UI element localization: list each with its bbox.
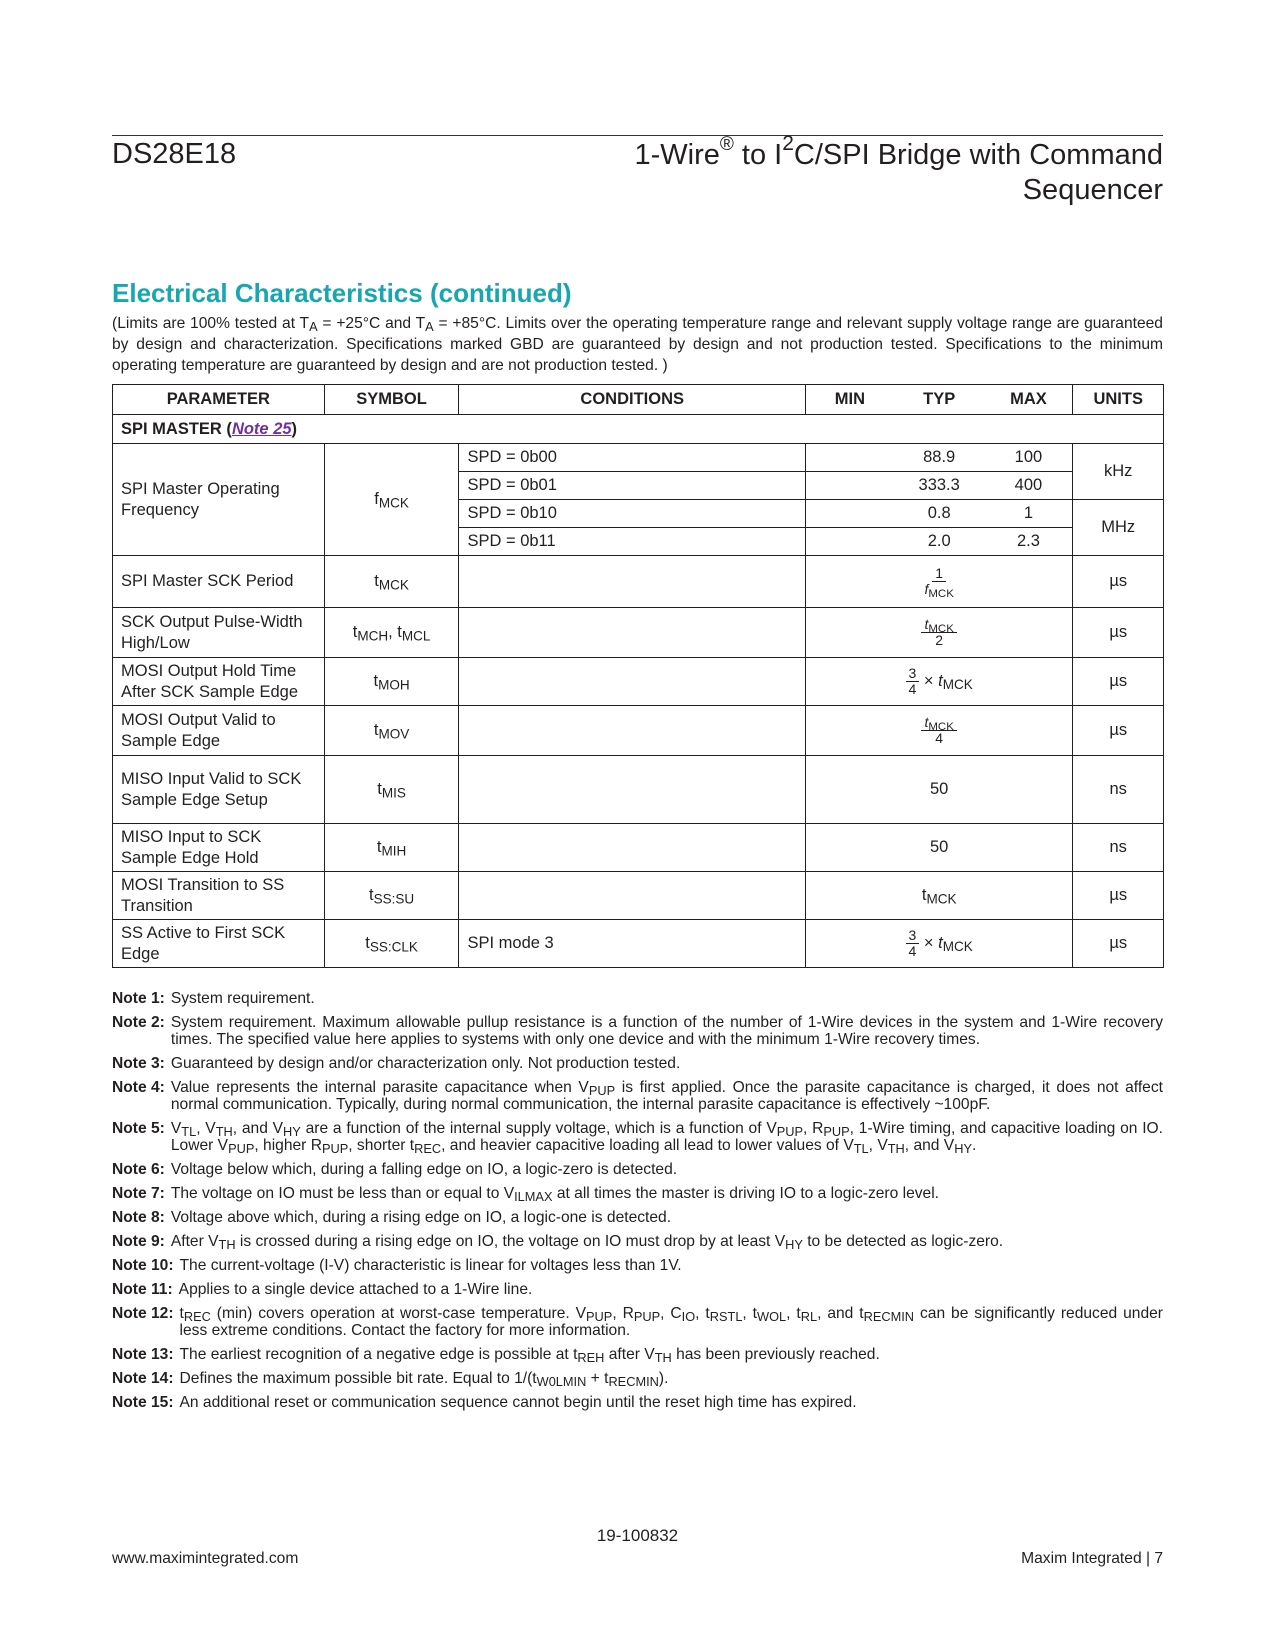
note-label: Note 2:: [112, 1014, 165, 1031]
symbol-tss-su: $t_{SS:SU}$: [324, 872, 459, 920]
table-row: [113, 872, 1164, 920]
header-min: MIN: [805, 385, 893, 415]
note-text: $V_{TL}$, $V_{TH}$, and $V_{HY}$ are a function of the internal supply voltage, which is a function of $V_{PUP}$, $R_{PUP}$, 1-Wire timing, and capacitive loading on IO. Lower $V_{PUP}$, higher $R_{PUP}$, shorter $t_{REC}$, and heavier capacitive loading all lead to lower values of $V_{TL}$, $V_{TH}$, and $V_{HY}$.: [170, 1120, 1164, 1157]
note-label: Note 3:: [112, 1055, 165, 1072]
note-item: [112, 1014, 1163, 1048]
typ-value: 2.0: [894, 528, 985, 556]
table-row: [113, 608, 1164, 658]
registered-mark: ®: [719, 134, 734, 156]
typ-value: 50: [805, 756, 1072, 824]
header-typ: TYP: [894, 385, 985, 415]
param-spi-freq: SPI Master Operating Frequency: [113, 444, 325, 556]
fraction: $\frac{t_{MCK}}{2}$: [921, 617, 956, 648]
fraction: $\frac{3}{4}$: [906, 928, 920, 959]
note-label: Note 1:: [112, 990, 165, 1007]
units: µs: [1073, 556, 1164, 608]
typ-value: 50: [805, 824, 1072, 872]
superscript-two: 2: [782, 132, 794, 156]
condition: SPI mode 3: [459, 920, 805, 968]
units-khz: kHz: [1073, 444, 1164, 500]
condition: [459, 658, 805, 706]
units: µs: [1073, 706, 1164, 756]
param-miso-hold: MISO Input to SCK Sample Edge Hold: [113, 824, 325, 872]
note-label: Note 6:: [112, 1161, 165, 1178]
note-text: The earliest recognition of a negative edge is possible at $t_{REH}$ after $V_{TH}$ has been previously reached.: [179, 1346, 880, 1366]
notes-list: [112, 990, 1163, 1418]
header-units: UNITS: [1073, 385, 1164, 415]
electrical-characteristics-table: [112, 384, 1164, 968]
note-item: [112, 1055, 1163, 1072]
condition: [459, 872, 805, 920]
header-symbol: SYMBOL: [324, 385, 459, 415]
note-text: The current-voltage (I-V) characteristic is linear for voltages less than 1V.: [179, 1257, 682, 1274]
note-label: Note 13:: [112, 1346, 174, 1363]
header-max: MAX: [984, 385, 1072, 415]
param-sck-pulse-width: SCK Output Pulse-Width High/Low: [113, 608, 325, 658]
note-label: Note 9:: [112, 1233, 165, 1250]
param-miso-setup: MISO Input Valid to SCK Sample Edge Setup: [113, 756, 325, 824]
min-value: [805, 500, 893, 528]
note-item: [112, 990, 1163, 1007]
symbol-tss-clk: $t_{SS:CLK}$: [324, 920, 459, 968]
note-label: Note 4:: [112, 1079, 165, 1096]
note-text: System requirement.: [170, 990, 315, 1007]
param-sck-period: SPI Master SCK Period: [113, 556, 325, 608]
note-item: [112, 1209, 1163, 1226]
symbol-fmck: $f_{MCK}$: [324, 444, 459, 556]
param-ss-active: SS Active to First SCK Edge: [113, 920, 325, 968]
table-row: [113, 706, 1164, 756]
typ-value: $\frac{3}{4}$ × $t_{MCK}$: [805, 920, 1072, 968]
note-text: After $V_{TH}$ is crossed during a rising edge on IO, the voltage on IO must drop by at least $V_{HY}$ to be detected as logic-zero.: [170, 1233, 1004, 1253]
note-item: [112, 1161, 1163, 1178]
max-value: 1: [984, 500, 1072, 528]
table-row: [113, 658, 1164, 706]
symbol-tmoh: $t_{MOH}$: [324, 658, 459, 706]
condition: [459, 824, 805, 872]
note-item: [112, 1185, 1163, 1205]
typ-value: 333.3: [894, 472, 985, 500]
header-rule: [112, 135, 1163, 136]
note-label: Note 5:: [112, 1120, 165, 1137]
note-text: Applies to a single device attached to a 1-Wire line.: [178, 1281, 533, 1298]
note-label: Note 7:: [112, 1185, 165, 1202]
min-value: [805, 472, 893, 500]
condition: [459, 556, 805, 608]
table-row: [113, 756, 1164, 824]
max-value: 2.3: [984, 528, 1072, 556]
note-item: [112, 1281, 1163, 1298]
param-mosi-ss: MOSI Transition to SS Transition: [113, 872, 325, 920]
note-item: [112, 1257, 1163, 1274]
note-text: An additional reset or communication sequence cannot begin until the reset high time has expired.: [179, 1394, 857, 1411]
condition: SPD = 0b00: [459, 444, 805, 472]
condition: SPD = 0b11: [459, 528, 805, 556]
note-label: Note 10:: [112, 1257, 174, 1274]
max-value: 400: [984, 472, 1072, 500]
note-text: Defines the maximum possible bit rate. Equal to $1/(t_{W0LMIN} + t_{RECMIN})$.: [179, 1370, 669, 1390]
note-text: Guaranteed by design and/or characterization only. Not production tested.: [170, 1055, 681, 1072]
intro-paragraph: (Limits are 100% tested at $T_A = +25^\circ C$ and $T_A = +85^\circ C$. Limits over the operating temperature range and relevant supply voltage range are guaranteed by design and characterization. Specifications marked GBD are guaranteed by design and not production tested. Specifications to the minimum operating temperature are guaranteed by design and are not production tested. ): [112, 315, 1163, 374]
note-item: [112, 1233, 1163, 1253]
table-row: [113, 556, 1164, 608]
symbol-tmis: $t_{MIS}$: [324, 756, 459, 824]
param-mosi-valid: MOSI Output Valid to Sample Edge: [113, 706, 325, 756]
group-row-spi-master: [113, 415, 1164, 444]
note-text: Voltage below which, during a falling edge on IO, a logic-zero is detected.: [170, 1161, 678, 1178]
table-row: [113, 920, 1164, 968]
table-row: [113, 444, 1164, 472]
fraction: $\frac{1}{f_{MCK}}$: [924, 565, 954, 600]
note-item: [112, 1120, 1164, 1157]
units: µs: [1073, 608, 1164, 658]
units: µs: [1073, 872, 1164, 920]
note-text: The voltage on IO must be less than or equal to $V_{ILMAX}$ at all times the master is driving IO to a logic-zero level.: [170, 1185, 940, 1205]
fraction: $\frac{t_{MCK}}{4}$: [921, 715, 956, 746]
document-number: 19-100832: [596, 1526, 679, 1545]
header-parameter: PARAMETER: [113, 385, 325, 415]
note-item: [112, 1346, 1163, 1366]
typ-value: $t_{MCK}$: [805, 872, 1072, 920]
title-text: C/SPI Bridge with Command: [793, 139, 1163, 171]
title-text: 1-Wire: [634, 139, 720, 171]
min-value: [805, 528, 893, 556]
group-label: SPI MASTER (Note 25): [113, 415, 1164, 444]
website-link[interactable]: www.maximintegrated.com: [112, 1550, 299, 1567]
typ-value: 0.8: [894, 500, 985, 528]
part-number: DS28E18: [112, 138, 237, 170]
title-text: to I: [733, 139, 783, 171]
title-text-line2: Sequencer: [1022, 174, 1163, 206]
note-label: Note 14:: [112, 1370, 174, 1387]
max-value: 100: [984, 444, 1072, 472]
note-item: [112, 1370, 1163, 1390]
symbol-tmov: $t_{MOV}$: [324, 706, 459, 756]
units: ns: [1073, 756, 1164, 824]
typ-value: 88.9: [894, 444, 985, 472]
header-conditions: CONDITIONS: [459, 385, 805, 415]
condition: SPD = 0b01: [459, 472, 805, 500]
typ-value: $\frac{3}{4}$ × $t_{MCK}$: [805, 658, 1072, 706]
condition: [459, 706, 805, 756]
note-item: [112, 1394, 1163, 1411]
fraction: $\frac{3}{4}$: [906, 666, 920, 697]
note-label: Note 11:: [112, 1281, 173, 1298]
typ-value: [805, 706, 1072, 756]
units: µs: [1073, 658, 1164, 706]
note-label: Note 12:: [112, 1305, 174, 1322]
typ-value: [805, 608, 1072, 658]
units: µs: [1073, 920, 1164, 968]
note-text: $t_{REC}$ (min) covers operation at worst-case temperature. $V_{PUP}$, $R_{PUP}$, $C_{IO}$, $t_{RSTL}$, $t_{WOL}$, $t_{RL}$, and $t_{RECMIN}$ can be significantly reduced under less extreme conditions. Contact the factory for more information.: [179, 1305, 1163, 1339]
symbol-tmih: $t_{MIH}$: [324, 824, 459, 872]
note-25-link[interactable]: Note 25: [231, 419, 292, 438]
section-heading: Electrical Characteristics (continued): [112, 278, 572, 308]
min-value: [805, 444, 893, 472]
company-page-number: Maxim Integrated | 7: [1021, 1550, 1163, 1567]
units-mhz: MHz: [1073, 500, 1164, 556]
condition: [459, 756, 805, 824]
condition: [459, 608, 805, 658]
note-item: [112, 1079, 1163, 1113]
note-label: Note 8:: [112, 1209, 165, 1226]
document-title: [463, 132, 1163, 208]
symbol-tmch-tmcl: $t_{MCH}$, $t_{MCL}$: [324, 608, 459, 658]
table-row: [113, 824, 1164, 872]
note-text: Value represents the internal parasite capacitance when $V_{PUP}$ is first applied. Once the parasite capacitance is charged, it does not affect normal communication. Typically, during normal communication, the internal parasite capacitance is effectively ~100pF.: [170, 1079, 1163, 1113]
table-header-row: [113, 385, 1164, 415]
note-text: System requirement. Maximum allowable pullup resistance is a function of the number of 1-Wire devices in the system and 1-Wire recovery times. The specified value here applies to systems with only one device and with the minimum 1-Wire recovery times.: [170, 1014, 1163, 1048]
condition: SPD = 0b10: [459, 500, 805, 528]
typ-value: [805, 556, 1072, 608]
note-item: [112, 1305, 1163, 1339]
note-label: Note 15:: [112, 1394, 174, 1411]
note-text: Voltage above which, during a rising edge on IO, a logic-one is detected.: [170, 1209, 672, 1226]
units: ns: [1073, 824, 1164, 872]
param-mosi-hold: MOSI Output Hold Time After SCK Sample Edge: [113, 658, 325, 706]
symbol-tmck: $t_{MCK}$: [324, 556, 459, 608]
